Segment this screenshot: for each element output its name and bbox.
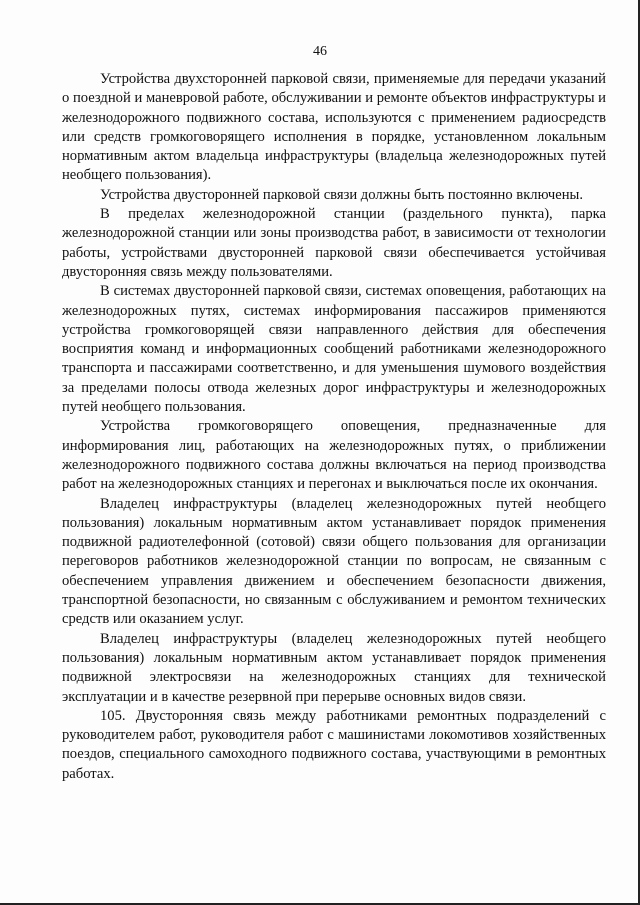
paragraph-directional-loudspeakers: В системах двусторонней парковой связи, системах оповещения, работающих на железнодорожных путях, системах информирования пассажиров применяются устройства громкоговорящей связи направленного действия для обеспечения восприятия команд и информационных сообщений работниками железнодорожного транспорта и пассажирами соответственно, и для уменьшения шумового воздействия за пределами полосы отвода железных дорог инфраструктуры и железнодорожных путей необщего пользования. — [62, 283, 606, 416]
paragraph-warning-devices: Устройства громкоговорящего оповещения, предназначенные для информирования лиц, работающих на железнодорожных путях, о приближении железнодорожного подвижного состава должны включаться на период производства работ на железнодорожных станциях и перегонах и выключаться после их окончания. — [62, 418, 606, 493]
paragraph-park-communication-devices: Устройства двухсторонней парковой связи, применяемые для передачи указаний о поездной и маневровой работе, обслуживании и ремонте объектов инфраструктуры и железнодорожного подвижного состава, используются с применением радиосредств или средств громкоговорящего исполнения в порядке, установленном локальным нормативным актом владельца инфраструктуры (владельца железнодорожных путей необщего пользования). — [62, 71, 606, 184]
page-number: 46 — [313, 44, 327, 59]
paragraph-station-limits: В пределах железнодорожной станции (раздельного пункта), парка железнодорожной станции или зоны производства работ, в зависимости от технологии работы, устройствами двусторонней парковой связи обеспечивается устойчивая двусторонняя связь между пользователями. — [62, 206, 606, 280]
paragraph-item-105: 105. Двусторонняя связь между работниками ремонтных подразделений с руководителем работ, руководителя работ с машинистами локомотивов хозяйственных поездов, специального самоходного подвижного состава, участвующими в ремонтных работах. — [62, 707, 606, 782]
paragraph-cellular-communication: Владелец инфраструктуры (владелец железнодорожных путей необщего пользования) локальным нормативным актом устанавливает порядок применения подвижной радиотелефонной (сотовой) связи общего пользования для организации переговоров работников железнодорожной станции по вопросам, не связанным с обеспечением управления движением и обеспечением безопасности движения, транспортной безопасности, но связанным с обслуживанием и ремонтом технических средств или оказанием услуг. — [62, 495, 606, 628]
paragraph-always-on: Устройства двусторонней парковой связи должны быть постоянно включены. — [100, 186, 583, 203]
paragraph-mobile-telecom: Владелец инфраструктуры (владелец железнодорожных путей необщего пользования) локальным нормативным актом устанавливает порядок применения подвижной электросвязи на железнодорожных станциях для технической эксплуатации и в качестве резервной при перерыве основных видов связи. — [62, 630, 606, 705]
document-body — [62, 70, 606, 784]
